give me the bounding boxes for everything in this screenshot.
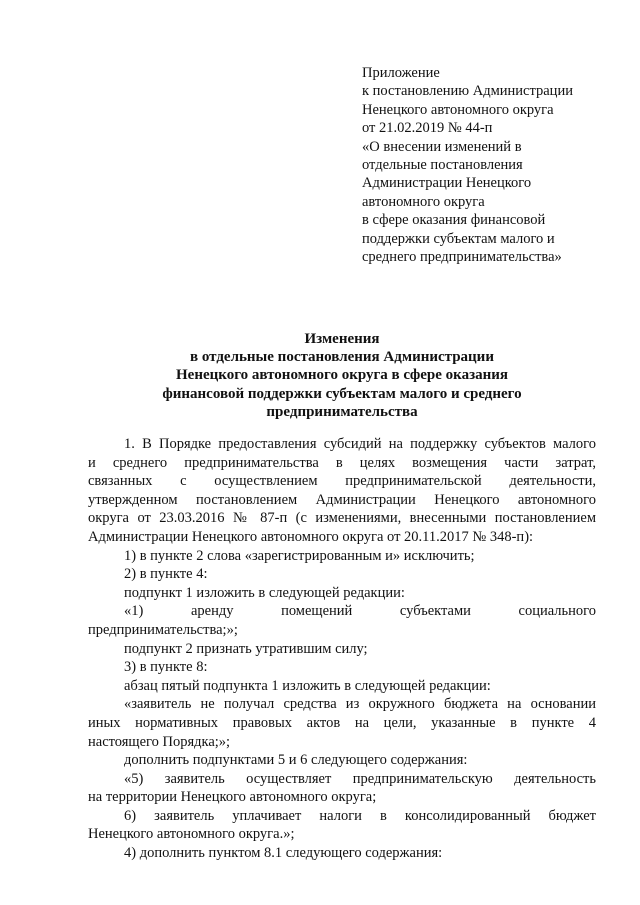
body-line: Администрации Ненецкого автономного округа от 20.11.2017 № 348-п): — [88, 528, 534, 545]
document-title — [88, 330, 596, 421]
body-line: 4) дополнить пунктом 8.1 следующего содержания: — [124, 845, 443, 862]
body-line: 6) заявитель уплачивает налоги в консолидированный бюджет — [124, 807, 596, 824]
body-line: иных нормативных правовых актов на цели, указанные в пункте 4 — [88, 714, 596, 731]
body-line: и среднего предпринимательства в целях возмещения части затрат, — [88, 454, 596, 471]
title-line: в отдельные постановления Администрации — [190, 349, 494, 366]
appendix-line: к постановлению Администрации — [362, 83, 573, 100]
appendix-line: Ненецкого автономного округа — [362, 101, 554, 118]
appendix-line: автономного округа — [362, 193, 485, 210]
appendix-line: Администрации Ненецкого — [362, 175, 532, 192]
body-line: 2) в пункте 4: — [124, 566, 208, 583]
appendix-line: среднего предпринимательства» — [362, 249, 562, 266]
body-line: 3) в пункте 8: — [124, 659, 208, 676]
appendix-line: Приложение — [362, 65, 440, 81]
document-body — [88, 435, 596, 863]
body-line: подпункт 2 признать утратившим силу; — [124, 640, 368, 657]
title-line: Изменения — [304, 331, 380, 347]
body-line: «5) заявитель осуществляет предпринимательскую деятельность — [124, 770, 596, 787]
body-line: связанных с осуществлением предпринимательской деятельности, — [88, 473, 596, 490]
body-line: округа от 23.03.2016 № 87-п (с изменениями, внесенными постановлением — [88, 510, 596, 527]
body-line: предпринимательства;»; — [88, 621, 238, 638]
body-line: подпункт 1 изложить в следующей редакции: — [124, 584, 405, 601]
body-line: Ненецкого автономного округа.»; — [88, 826, 295, 843]
appendix-line: от 21.02.2019 № 44-п — [362, 120, 493, 137]
body-line: утвержденном постановлением Администрации Ненецкого автономного — [88, 491, 596, 508]
body-line: абзац пятый подпункта 1 изложить в следующей редакции: — [124, 677, 491, 694]
body-line: настоящего Порядка;»; — [88, 733, 231, 750]
title-line: финансовой поддержки субъектам малого и среднего — [162, 385, 522, 402]
appendix-line: отдельные постановления — [362, 157, 523, 174]
appendix-line: «О внесении изменений в — [362, 138, 522, 155]
body-line: 1) в пункте 2 слова «зарегистрированным и» исключить; — [124, 547, 475, 564]
title-line: предпринимательства — [266, 403, 418, 420]
appendix-line: в сфере оказания финансовой — [362, 212, 546, 229]
body-line: «заявитель не получал средства из окружного бюджета на основании — [124, 696, 596, 713]
body-line: на территории Ненецкого автономного округа; — [88, 789, 377, 806]
appendix-block — [362, 64, 622, 266]
body-line: дополнить подпунктами 5 и 6 следующего содержания: — [124, 752, 468, 769]
body-line: 1. В Порядке предоставления субсидий на поддержку субъектов малого — [124, 436, 596, 452]
appendix-line: поддержки субъектам малого и — [362, 230, 555, 247]
body-line: «1) аренду помещений субъектами социального — [124, 603, 596, 620]
title-line: Ненецкого автономного округа в сфере оказания — [176, 367, 508, 384]
